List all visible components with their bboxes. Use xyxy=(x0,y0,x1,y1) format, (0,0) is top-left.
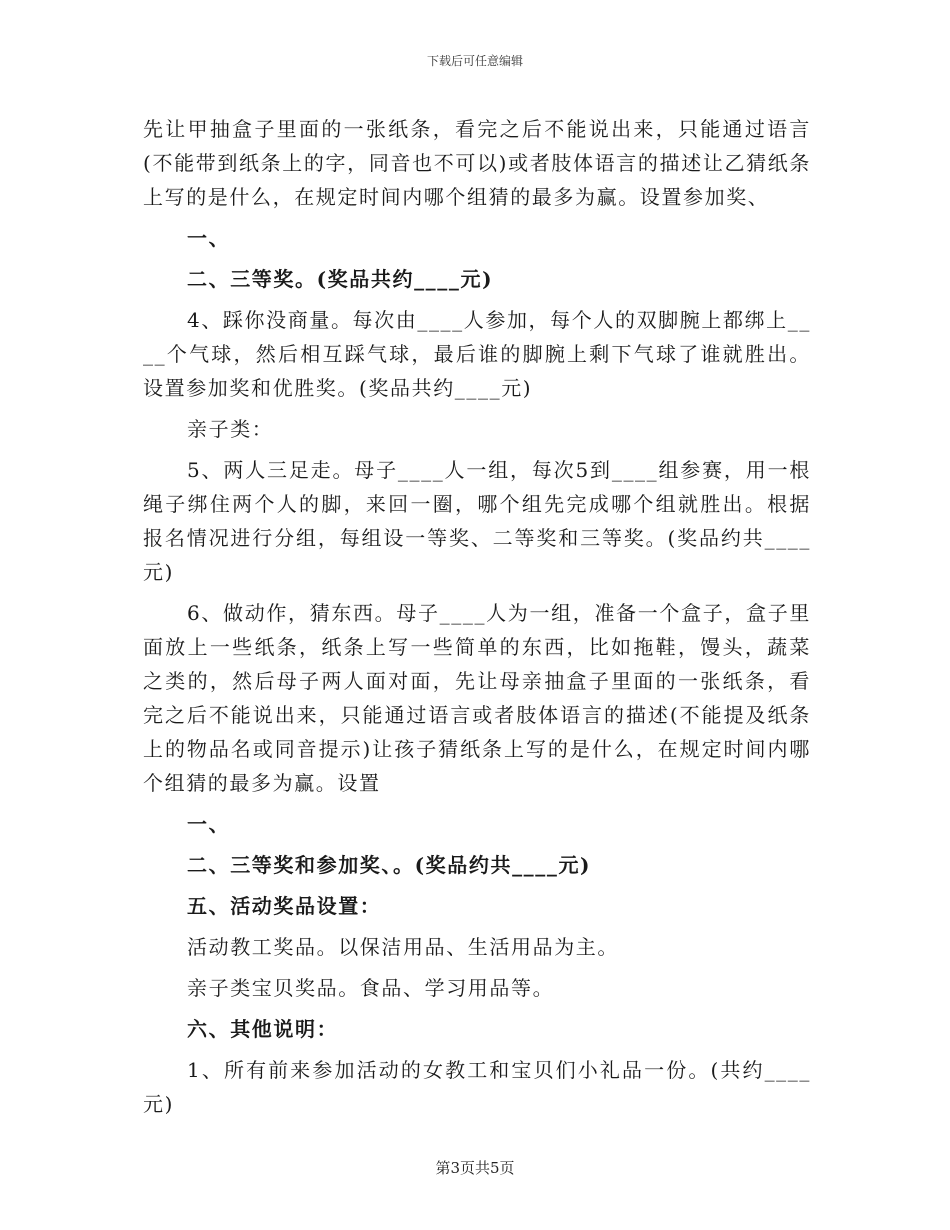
game-6-charades: 6、做动作，猜东西。母子____人为一组，准备一个盒子，盒子里面放上一些纸条，纸条上写一些简单的东西，比如拖鞋，馒头，蔬菜之类的，然后母子两人面对面，先让母亲抽盒子里面的一张纸条，看完之后不能说出来，只能通过语言或者肢体语言的描述(不能提及纸条上的物品名或同音提示)让孩子猜纸条上写的是什么，在规定时间内哪个组猜的最多为赢。设置 xyxy=(143,601,811,795)
prize-levels-two-three: 二、三等奖。(奖品共约____元) xyxy=(187,267,494,291)
document-body xyxy=(143,112,811,1128)
prize-level-one: 一、 xyxy=(187,226,231,250)
game-5-three-legged-walk: 5、两人三足走。母子____人一组，每次5到____组参赛，用一根绳子绑住两个人的脚，来回一圈，哪个组先完成哪个组就胜出。根据报名情况进行分组，每组设一等奖、二等奖和三等奖。(奖品约共____元) xyxy=(143,458,811,584)
note-1-gifts: 1、所有前来参加活动的女教工和宝贝们小礼品一份。(共约____元) xyxy=(143,1058,811,1116)
page-header-note: 下载后可任意编辑 xyxy=(426,54,523,68)
staff-prizes: 活动教工奖品。以保洁用品、生活用品为主。 xyxy=(187,935,619,959)
prize-levels-two-three-participation: 二、三等奖和参加奖、。(奖品约共____元) xyxy=(187,853,592,877)
child-prizes: 亲子类宝贝奖品。食品、学习用品等。 xyxy=(187,976,555,1000)
section-5-prize-settings: 五、活动奖品设置： xyxy=(187,894,382,918)
prize-level-one-second: 一、 xyxy=(187,812,231,836)
section-6-other-notes: 六、其他说明： xyxy=(187,1017,339,1041)
section-parent-child: 亲子类： xyxy=(187,417,274,441)
game-4-balloon-stomp: 4、踩你没商量。每次由____人参加，每个人的双脚腕上都绑上____个气球，然后相互踩气球，最后谁的脚腕上剩下气球了谁就胜出。设置参加奖和优胜奖。(奖品共约____元) xyxy=(143,308,811,400)
paragraph-game-rules-continued: 先让甲抽盒子里面的一张纸条，看完之后不能说出来，只能通过语言(不能带到纸条上的字，同音也不可以)或者肢体语言的描述让乙猜纸条上写的是什么，在规定时间内哪个组猜的最多为赢。设置参加奖、 xyxy=(143,117,811,209)
page-number: 第3页共5页 xyxy=(435,1159,515,1177)
